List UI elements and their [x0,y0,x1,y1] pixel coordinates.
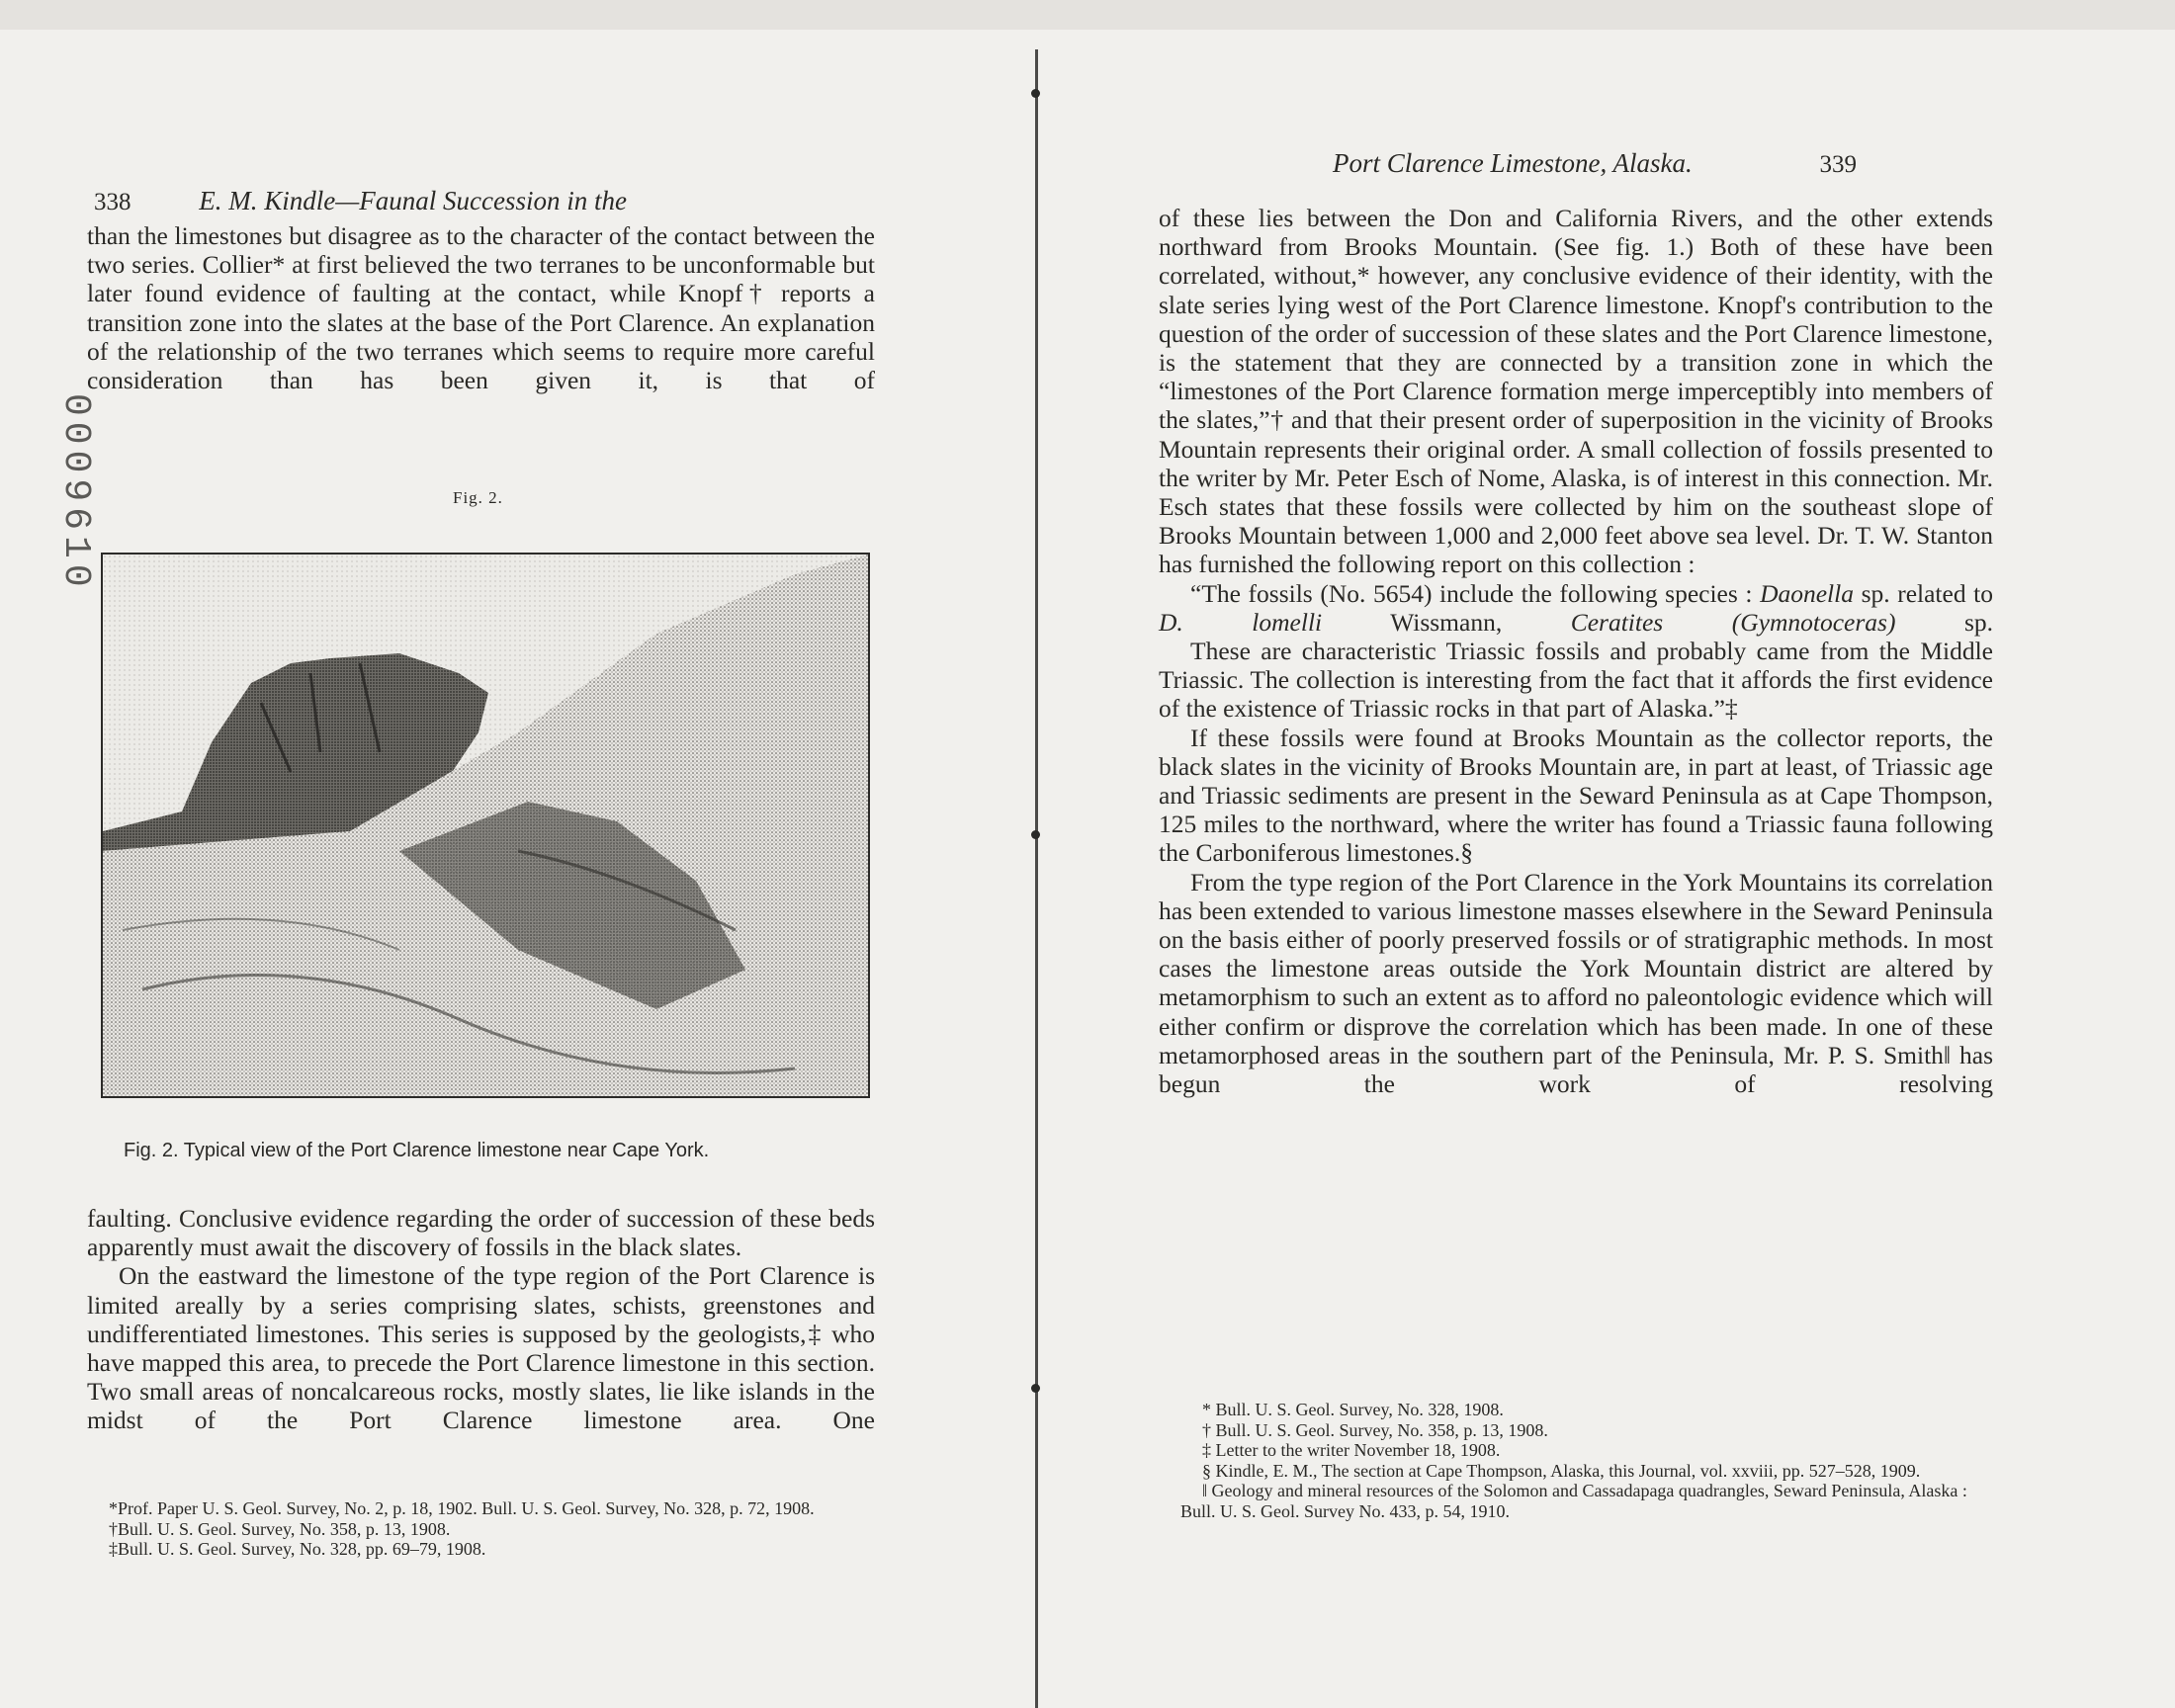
paragraph: On the eastward the limestone of the type region of the Port Clarence is limited areally by a series comprising slates, schists, greenstones and undifferentiated limestones. This series is supposed by the geologists,‡ who have mapped this area, to precede the Port Clarence limestone in this section. Two small areas of noncalcareous rocks, mostly slates, lie like islands in the midst of the Port Clarence limestone area. One [87,1261,875,1435]
paragraph: of these lies between the Don and California Rivers, and the other extends northward from Brooks Mountain. (See fig. 1.) Both of these have been correlated, without,* however, any conclusive evidence of their identity, with the slate series lying west of the Port Clarence limestone. Knopf's contribution to the question of the order of succession of these slates and the Port Clarence limestone, is the statement that they are connected by a transition zone in which the “limestones of the Port Clarence formation merge imperceptibly into members of the slates,”† and that their present order of superposition in the vicinity of Brooks Mountain represents their original order. A small collection of fossils presented to the writer by Mr. Peter Esch of Nome, Alaska, is of interest in this connection. Mr. Esch states that these fossils were collected by him on the southeast slope of Brooks Mountain between 1,000 and 2,000 feet above sea level. Dr. T. W. Stanton has furnished the following report on this collection : [1159,204,1993,579]
footnote: †Bull. U. S. Geol. Survey, No. 358, p. 13, 1908. [109,1518,451,1539]
text-block [87,1204,875,1435]
paragraph: From the type region of the Port Clarence in the York Mountains its correlation has been extended to various limestone masses elsewhere in the Seward Peninsula on the basis either of poorly preserved fossils or of stratigraphic methods. In most cases the limestone areas outside the York Mountain district are altered by metamorphism to such an extent as to afford no paleontologic evidence which will either confirm or disprove the correlation which has been made. In one of these metamorphosed areas in the southern part of the Peninsula, Mr. P. S. Smith‖ has begun the work of resolving [1159,867,1993,1099]
text-block [1159,204,1993,1098]
figure-label: Fig. 2. [453,488,503,507]
running-head-right [1333,148,1857,179]
archive-stamp: 0009610 [54,393,97,593]
footnote: * Bull. U. S. Geol. Survey, No. 328, 1908. [1202,1400,1504,1419]
quote-text: Wissmann, [1390,607,1503,637]
right-page [1038,30,2175,1708]
footnote: ‡Bull. U. S. Geol. Survey, No. 328, pp. 69–79, 1908. [109,1539,486,1559]
footnote: *Prof. Paper U. S. Geol. Survey, No. 2, p. 18, 1902. Bull. U. S. Geol. Survey, No. 328, p. 72, 1908. [109,1498,815,1518]
figure-caption: Fig. 2. Typical view of the Port Clarence limestone near Cape York. [124,1140,710,1161]
footnote: § Kindle, E. M., The section at Cape Thompson, Alaska, this Journal, vol. xxviii, pp. 527–528, 1909. [1202,1460,1921,1481]
limestone-photo [103,555,868,1096]
running-head-left [94,186,627,216]
page-number: 339 [1819,151,1857,178]
footnotes-left [87,1498,875,1560]
genus-name: Ceratites [1570,607,1664,637]
paragraph: faulting. Conclusive evidence regarding the order of succession of these beds apparently must await the discovery of fossils in the black slates. [87,1204,875,1262]
species-name: D. lomelli [1159,607,1323,637]
footnote: ‖ Geology and mineral resources of the Solomon and Cassadapaga quadrangles, Seward Peninsula, Alaska : Bull. U. S. Geol. Survey No. 433, p. 54, 1910. [1180,1481,1967,1521]
footnote: † Bull. U. S. Geol. Survey, No. 358, p. 13, 1908. [1202,1419,1548,1440]
subgenus-name: (Gymnotoceras) [1731,607,1896,637]
paragraph: than the limestones but disagree as to the character of the contact between the two series. Collier* at first believed the two terranes to be unconformable but later found evidence of faulting at the contact, while Knopf† reports a transition zone into the slates at the base of the Port Clarence. An explanation of the relationship of the two terranes which seems to require more careful consideration than has been given it, is that of [87,221,875,395]
footnotes-right [1180,1400,2006,1521]
quote-text: sp. [1963,607,1994,637]
paragraph: If these fossils were found at Brooks Mountain as the collector reports, the black slates in the vicinity of Brooks Mountain are, in part at least, of Triassic age and Triassic sediments are present in the Seward Peninsula as at Cape Thompson, 125 miles to the northward, where the writer has found a Triassic fauna following the Carboniferous limestones.§ [1159,723,1993,868]
quote-text: sp. related to [1861,578,1994,608]
quotation [1159,579,1993,637]
left-page [0,30,1038,1708]
quote-text: “The fossils (No. 5654) include the following species : [1190,578,1753,608]
figure-photo [101,553,870,1098]
book-spread [0,30,2175,1708]
genus-name: Daonella [1760,578,1854,608]
running-head-title: E. M. Kindle—Faunal Succession in the [199,186,627,215]
paragraph: These are characteristic Triassic fossils and probably came from the Middle Triassic. The collection is interesting from the fact that it affords the first evidence of the existence of Triassic rocks in that part of Alaska.”‡ [1159,637,1993,724]
page-number: 338 [94,189,131,215]
running-head-title: Port Clarence Limestone, Alaska. [1333,148,1693,178]
footnote: ‡ Letter to the writer November 18, 1908. [1202,1440,1501,1460]
